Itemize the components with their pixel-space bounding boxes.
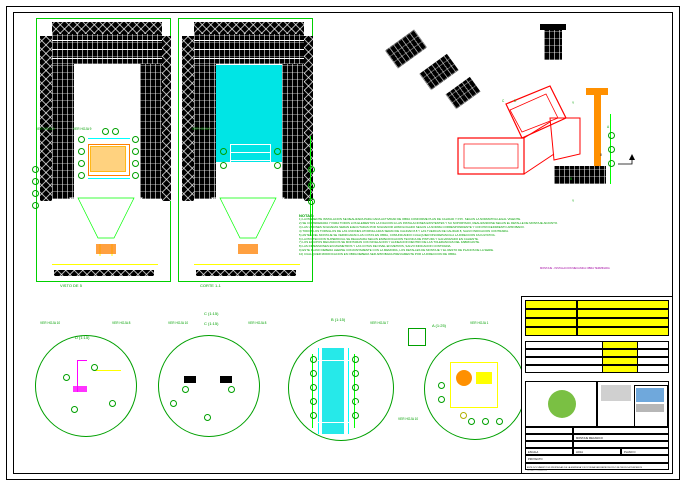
detail-c-label-2: C (1:15)	[204, 321, 219, 326]
note-line: 7) LOS EQUIPOS MECANICOS SE MONTARAN CON NIVELACION Y ALINEACION DENTRO DE LAS TOLERANCIAS DEL FABRICANTE.	[299, 240, 480, 245]
logo-area	[525, 381, 597, 427]
note-line: 6) LA PROTECCION SUPERFICIAL SE REALIZARA SEGUN ESPECIFICACION TECNICA DE PINTURA Y GALVANIZADO EN CALIENTE.	[299, 236, 479, 241]
info-cell	[525, 427, 573, 434]
plane-cell	[621, 448, 669, 455]
revision-cell	[602, 341, 638, 349]
notes-footer: MONTAJE - INSTALACION MECANICA OBRA TERMINADA	[540, 267, 610, 270]
title-block-field	[525, 327, 577, 336]
note-line: 3) LAS UNIONES SOLDADAS SERAN EJECUTADAS POR SOLDADOR HOMOLOGADO SEGUN LA NORMA CORRESPONDIENTE Y CON PROCEDIMIENTO APROBADO.	[299, 224, 525, 229]
revision-row	[525, 349, 669, 357]
iso-mark-a: A	[607, 125, 610, 129]
note-line: 5) ANTES DEL MONTAJE SE VERIFICARAN LAS COTAS EN OBRA, COMUNICANDO CUALQUIER DISCREPANCIA A LA DIRECCION FACULTATIVA.	[299, 232, 496, 237]
footer-note-cell	[525, 463, 669, 470]
center-elevation-label: CORTE 1-1	[200, 283, 221, 288]
detail-b-label: B (1:15)	[331, 317, 346, 322]
revision-cell	[602, 365, 638, 373]
info-cell	[573, 441, 669, 448]
stamp-box	[601, 385, 631, 401]
signature-image	[636, 388, 664, 402]
note-line: 1) LA PRESENTE INSTALACION SE REALIZARA PARA CADA ACTIVIDAD DE OBRA CONFORME PLAN DE CALIDAD Y P.P.I. SEGUN LA NORMATIVA LEGAL VIGENTE.	[299, 217, 521, 221]
annotation-left-top-2: VER HOJA 9	[73, 127, 92, 131]
approval-area	[597, 381, 669, 427]
detail-c-sub1: VER HOJA 10	[168, 321, 189, 325]
annotation-center-top: VER HOJA 8	[192, 127, 211, 131]
detail-d-sub1: VER HOJA 10	[40, 321, 61, 325]
title-block-field	[577, 300, 669, 309]
detail-view-c	[158, 330, 263, 440]
title-block-field	[525, 300, 577, 309]
scale-label: ESCALA	[528, 451, 539, 454]
info-cell	[525, 434, 573, 441]
isometric-view	[318, 14, 618, 214]
title-block-field	[577, 318, 669, 327]
iso-section-y-top: Y	[572, 101, 575, 105]
annotation-left-top-1: VER HOJA 3	[36, 127, 55, 131]
title-block-field	[577, 309, 669, 318]
project-label: PROYECTO	[528, 458, 543, 461]
note-line: 10) CUALQUIER MODIFICACION EN OBRA DEBERA SER APROBADA PREVIAMENTE POR LA DIRECCION DE OBRA.	[299, 252, 457, 257]
notes-heading: NOTAS:	[299, 213, 315, 218]
left-elevation-label: VISTO DE 5	[60, 283, 82, 288]
detail-c-sub2: VER HOJA 8	[248, 321, 267, 325]
revision-row	[525, 341, 669, 349]
title-block-field	[525, 309, 577, 318]
detail-a-label: A (1:25)	[432, 323, 447, 328]
scale-cell	[525, 448, 573, 455]
note-line: 8) LAS DIMENSIONES EN MILIMETROS Y LAS COTAS DE NIVEL EN METROS, SALVO INDICACION CONTRARIA.	[299, 244, 452, 249]
footer-note: ESTE DOCUMENTO ES PROPIEDAD DE LA EMPRESA Y NO PODRA SER REPRODUCIDO NI CEDIDO A TERCEROS SIN AUTORIZACION	[527, 466, 643, 472]
revision-cell	[602, 357, 638, 365]
drawing-title-cell	[573, 434, 669, 441]
sheet-cell	[573, 448, 621, 455]
note-line: 9) ESTE PLANO DEBERA LEERSE CONJUNTAMENTE CON LA MEMORIA, LOS DETALLES DE MONTAJE Y EL RESTO DE PLANOS DE LA SERIE.	[299, 248, 494, 253]
center-elevation-view	[178, 16, 313, 284]
title-block-field	[525, 318, 577, 327]
iso-section-y-bottom: Y	[572, 199, 575, 203]
iso-mark-c: C	[502, 99, 505, 103]
title-block-field	[577, 327, 669, 336]
left-elevation-view	[36, 16, 171, 284]
detail-c-label: C (1:15)	[204, 311, 219, 316]
detail-view-d	[35, 330, 140, 440]
iso-mark-d: D	[514, 99, 517, 103]
detail-a-sub1: VER HOJA 1	[470, 321, 489, 325]
drawing-title: MONTAJE MECANICO	[576, 437, 603, 440]
detail-b-sub2: VER HOJA 10	[398, 417, 419, 421]
notes-block	[299, 213, 558, 257]
detail-view-a	[424, 334, 534, 442]
iso-mark-b: B	[570, 177, 573, 181]
detail-d-label: D (1:15)	[75, 335, 90, 340]
detail-b-sub1: VER HOJA 7	[370, 321, 389, 325]
revision-row	[525, 365, 669, 373]
detail-view-b	[288, 330, 403, 442]
info-cell	[573, 427, 669, 434]
detail-d-sub2: VER HOJA 8	[112, 321, 131, 325]
note-line: 2) SE CONSIDERARA Y PARA TODOS LOS ELEMENTOS LA FIJACION A LAS INSTALACIONES EXISTENTES Y SU SOPORTADO, REALIZANDOSE SEGUN EL DETALLE DE MONTAJE ADJUNTO.	[299, 220, 558, 225]
revision-cell	[602, 349, 638, 357]
info-cell	[525, 441, 573, 448]
title-block	[521, 296, 673, 474]
iso-section-x: X	[600, 153, 603, 157]
revision-row	[525, 357, 669, 365]
signature-line	[636, 404, 664, 412]
project-cell	[525, 455, 669, 463]
sheet-label: HOJA	[576, 451, 583, 454]
company-logo	[548, 390, 576, 418]
plane-label: PLANO N	[624, 451, 636, 454]
note-line: 4) TODOS LOS TORNILLOS DE LAS UNIONES ATORNILLADAS SERAN DE CALIDAD 8.8 Y LAS TUERCAS DE CALIDAD 8, SALVO INDICACION CONTRARIA.	[299, 228, 509, 233]
